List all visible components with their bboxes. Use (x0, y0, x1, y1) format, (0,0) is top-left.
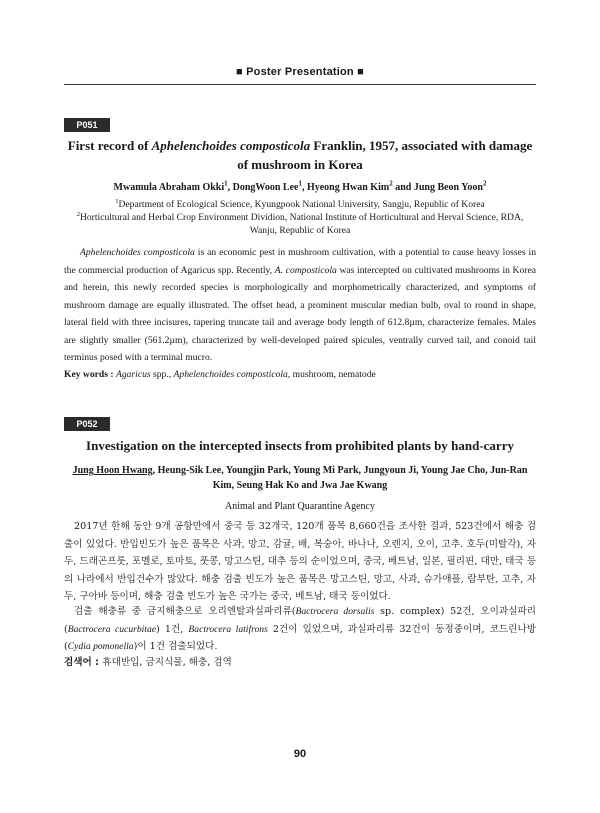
abstract-p052-para2 (64, 603, 536, 656)
abstract-p052-para1: 2017년 한해 동안 9개 공항만에서 중국 등 32개국, 120개 품목 8,660건을 조사한 결과, 523건에서 해충 검출이 있었다. 반입빈도가 높은 품목은 사과, 망고, 감귤, 배, 복숭아, 바나나, 오렌지, 오이, 고추. 호두(미탈각), 자두, 드래곤프룻, 포멜로, 토마토, 풋콩, 망고스틴, 대추 등의 순이었으며, 중국, 베트남, 일본, 필리핀, 대만, 태국 등의 나라에서 반입건수가 많았다. 해충 검출 빈도가 높은 품목은 망고스틴, 망고, 사과, 슈가애플, 람부탄, 고추, 자두, 구아바 등이며, 해충 검출 빈도가 높은 국가는 중국, 베트남, 태국 등이었다. (64, 521, 536, 602)
poster-title-p052: Investigation on the intercepted insects from prohibited plants by hand-carry (86, 438, 514, 453)
section-header: ■ Poster Presentation ■ (236, 66, 364, 78)
author-affil-mark: 1 (298, 179, 302, 188)
poster-badge-p051: P051 (64, 118, 110, 132)
keywords-label: Key words : (64, 369, 116, 380)
header-divider (64, 84, 536, 85)
author-affil-mark: 2 (389, 179, 393, 188)
abstract-species: Aphelenchoides composticola (80, 247, 195, 258)
abstract-text: is an economic pest in mushroom cultivation, with a potential to cause heavy losses in the commercial production of Agaricus spp. Recently, (64, 247, 536, 276)
author-separator: , (301, 182, 307, 193)
author-name: Mwamula Abraham Okki (113, 182, 225, 193)
author-name: DongWoon Lee (232, 182, 299, 193)
abstract-species: A. composticola (274, 264, 337, 276)
keyword-separator: spp., (150, 369, 174, 380)
para-text: ) 1건, (156, 623, 189, 635)
para-text: sp. complex) 52건, 오이과실파리( (64, 606, 536, 635)
presenting-author: Jung Hoon Hwang (72, 465, 153, 476)
keywords-text: 휴대반입, 금지식물, 해충, 검역 (102, 657, 232, 668)
author-list-p052 (64, 463, 536, 493)
abstract-p051 (64, 244, 536, 367)
affil-text: Horticultural and Herbal Crop Environment Dividion, National Institute of Horticultural and Herval Science, RDA, Wanju, Republic of Korea (79, 212, 524, 236)
keyword-species: Aphelenchoides composticola (173, 369, 288, 380)
author-separator: , (227, 182, 233, 193)
keywords-label: 검색어 : (64, 657, 103, 668)
affil-mark: 1 (115, 197, 119, 205)
author-list-p051 (64, 180, 536, 195)
species-name: Bactrocera latifrons (188, 623, 268, 635)
poster-title-p051 (64, 136, 536, 174)
title-suffix: Franklin, 1957, associated with damage of mushroom in Korea (237, 138, 533, 172)
affil-text: Department of Ecological Science, Kyungpook National University, Sangju, Republic of Korea (118, 199, 485, 210)
title-species: Aphelenchoides composticola (151, 138, 311, 153)
title-prefix: First record of (67, 138, 152, 153)
keyword-rest: , mushroom, nematode (287, 369, 376, 380)
para-text: 2건이 있었으며, 과실파리류 32건이 동정중이며, 코드린나방( (64, 623, 536, 652)
keywords-p052 (64, 655, 536, 670)
para-text: 검출 해충류 중 금지해충으로 오리엔탈과실파리류( (74, 606, 296, 617)
co-authors: , Heung-Sik Lee, Youngjin Park, Young Mi Park, Jungyoun Ji, Young Jae Cho, Jun-Ran Kim, Seung Hak Ko and Jwa Jae Kwang (152, 465, 528, 491)
abstract-text: was intercepted on cultivated mushrooms in Korea and herein, this newly recorded species is morphologically and morphometrically characterized, and symptoms of mushroom damage are equally illustrated. The offset head, a prominent muscular median bulb, oval to round in shape, lateral field with three incisures, tapering truncate tail and average body length of 612.8µm, characterize females. Males are slightly smaller (561.2µm), characterized by well-developed paired spicules, ventrally curved tail, and conoid tail terminus posed with a terminal mucro. (64, 264, 536, 363)
poster-badge-p052: P052 (64, 417, 110, 431)
author-affil-mark: 2 (482, 179, 487, 188)
species-name: Bactrocera cucurbitae (67, 623, 157, 635)
author-name: Hyeong Hwan Kim (306, 182, 390, 193)
affiliation-2-p051 (64, 211, 536, 237)
affil-mark: 2 (76, 210, 80, 218)
para-text: )이 1건 검출되었다. (133, 641, 218, 652)
author-name: Jung Beon Yoon (413, 182, 483, 193)
page-number: 90 (293, 748, 307, 760)
keywords-p051 (64, 367, 536, 382)
author-affil-mark: 1 (224, 179, 228, 188)
keyword-genus: Agaricus (115, 369, 151, 380)
author-separator: and (392, 182, 414, 193)
affiliation-1-p051 (64, 198, 536, 211)
affiliation-p052: Animal and Plant Quarantine Agency (225, 501, 375, 512)
species-name: Cydia pomonella (67, 641, 134, 652)
species-name: Bactrocera dorsalis (295, 606, 375, 617)
